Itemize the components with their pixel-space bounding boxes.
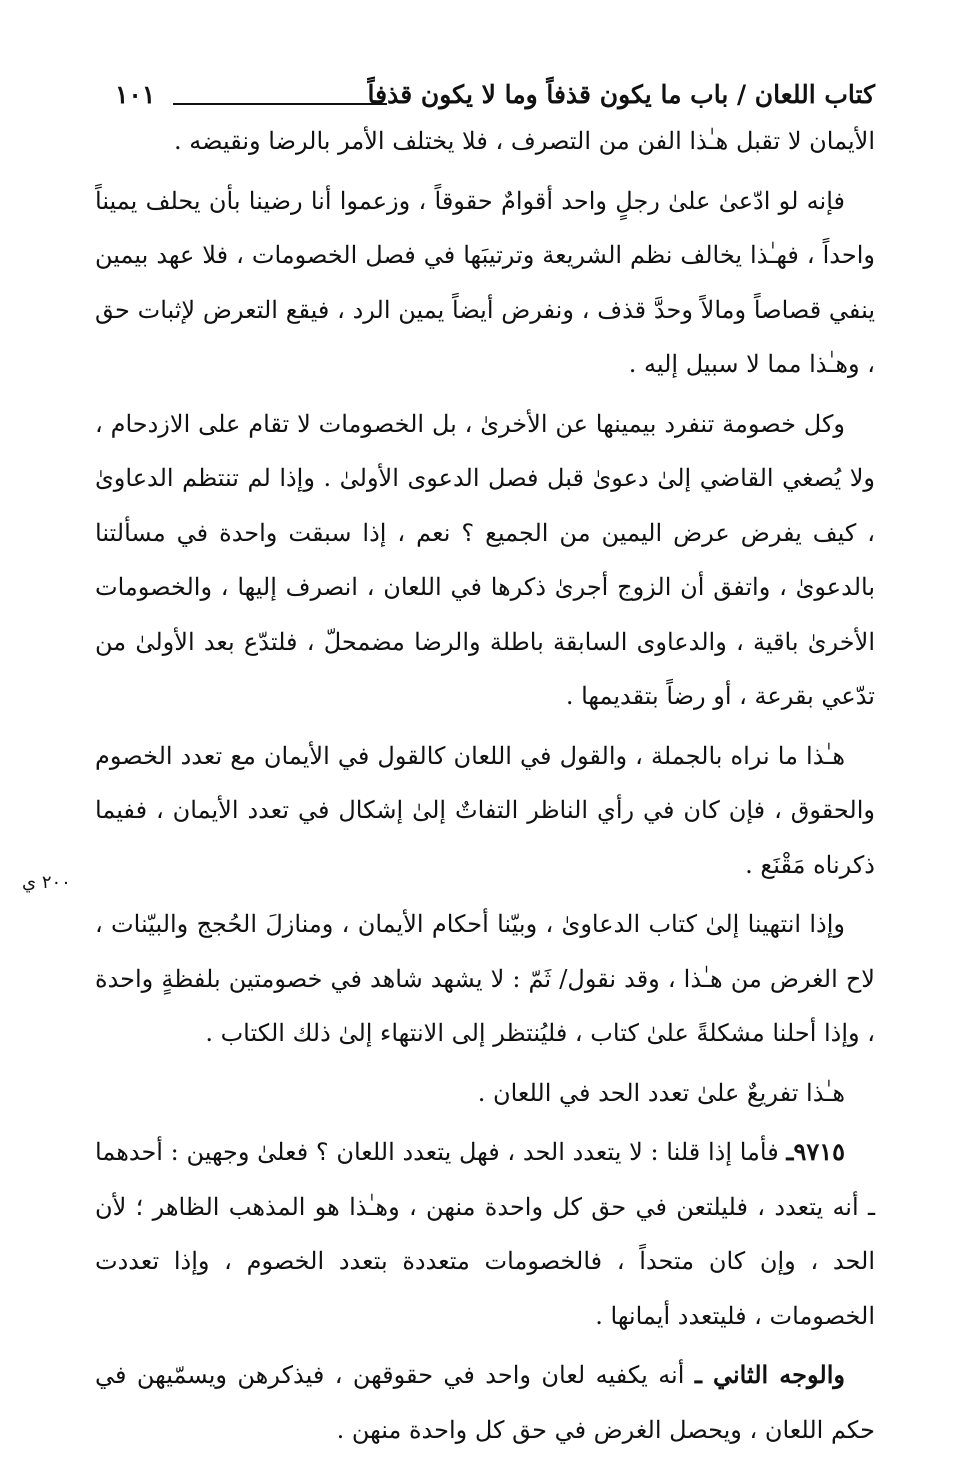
document-page [95, 70, 875, 1462]
paragraph-text: هـٰذا تفريعٌ علىٰ تعدد الحد في اللعان . [477, 1078, 845, 1107]
paragraph [95, 897, 875, 1061]
header-rule [173, 103, 387, 105]
paragraph-text: أنه يكفيه لعان واحد في حقوقهن ، فيذكرهن ويسمّيهن في حكم اللعان ، ويحصل الغرض في حق كل واحدة منهن . [95, 1361, 875, 1444]
paragraph-text: هـٰذا ما نراه بالجملة ، والقول في اللعان كالقول في الأيمان مع تعدد الخصوم والحقوق ، فإن كان في رأي الناظر التفاتٌ إلىٰ إشكال في تعدد الأيمان ، ففيما ذكرناه مَقْنَع . [95, 741, 875, 879]
paragraph [95, 1348, 875, 1457]
paragraph-text: فإنه لو ادّعىٰ علىٰ رجلٍ واحد أقوامٌ حقوقاً ، وزعموا أنا رضينا بأن يحلف يميناً واحداً ، فهـٰذا يخالف نظم الشريعة وترتيبَها في فصل الخصومات ، فلا عهد بيمين ينفي قصاصاً ومالاً وحدَّ قذف ، ونفرض أيضاً يمين الرد ، فيقع التعرض لإثبات حق ، وهـٰذا مما لا سبيل إليه . [95, 186, 875, 378]
paragraph [95, 1066, 875, 1121]
page-number: ١٠١ [115, 80, 156, 109]
margin-folio-note: ٢٠٠ ي [22, 872, 71, 893]
section-number: ٩٧١٥ـ [786, 1137, 845, 1166]
paragraph [95, 174, 875, 392]
running-header [95, 70, 875, 126]
paragraph [95, 397, 875, 724]
paragraph [95, 729, 875, 893]
paragraph-text: وإذا انتهينا إلىٰ كتاب الدعاوىٰ ، وبيّنا أحكام الأيمان ، ومنازلَ الحُجج والبيّنات ، لاح الغرض من هـٰذا ، وقد نقول/ ثَمّ : لا يشهد شاهد في خصومتين بلفظةٍ واحدة ، وإذا أحلنا مشكلةً علىٰ كتاب ، فليُنتظر إلى الانتهاء إلىٰ ذلك الكتاب . [95, 910, 875, 1047]
paragraph-text: وكل خصومة تنفرد بيمينها عن الأخرىٰ ، بل الخصومات لا تقام على الازدحام ، ولا يُصغي القاضي إلىٰ دعوىٰ قبل فصل الدعوى الأولىٰ . وإذا لم تنتظم الدعاوىٰ ، كيف يفرض عرض اليمين من الجميع ؟ نعم ، إذا سبقت واحدة في مسألتنا بالدعوىٰ ، واتفق أن الزوج أجرىٰ ذكرها في اللعان ، انصرف إليها ، والخصومات الأخرىٰ باقية ، والدعاوى السابقة باطلة والرضا مضمحلّ ، فلتدّع بعد الأولىٰ من تدّعي بقرعة ، أو رضاً بتقديمها . [95, 409, 875, 710]
second-view-label: والوجه الثاني ـ [694, 1360, 845, 1389]
paragraph-text: فأما إذا قلنا : لا يتعدد الحد ، فهل يتعدد اللعان ؟ فعلىٰ وجهين : أحدهما ـ أنه يتعدد ، فليلتعن في حق كل واحدة منهن ، وهـٰذا هو المذهب الظاهر ؛ لأن الحد ، وإن كان متحداً ، فالخصومات متعددة بتعدد الخصوم ، وإذا تعددت الخصومات ، فليتعدد أيمانها . [95, 1138, 875, 1330]
chapter-title: كتاب اللعان / باب ما يكون قذفاً وما لا يكون قذفاً [367, 80, 875, 109]
paragraph-text: الأيمان لا تقبل هـٰذا الفن من التصرف ، فلا يختلف الأمر بالرضا ونقيضه . [174, 127, 875, 155]
paragraph-numbered [95, 1125, 875, 1343]
